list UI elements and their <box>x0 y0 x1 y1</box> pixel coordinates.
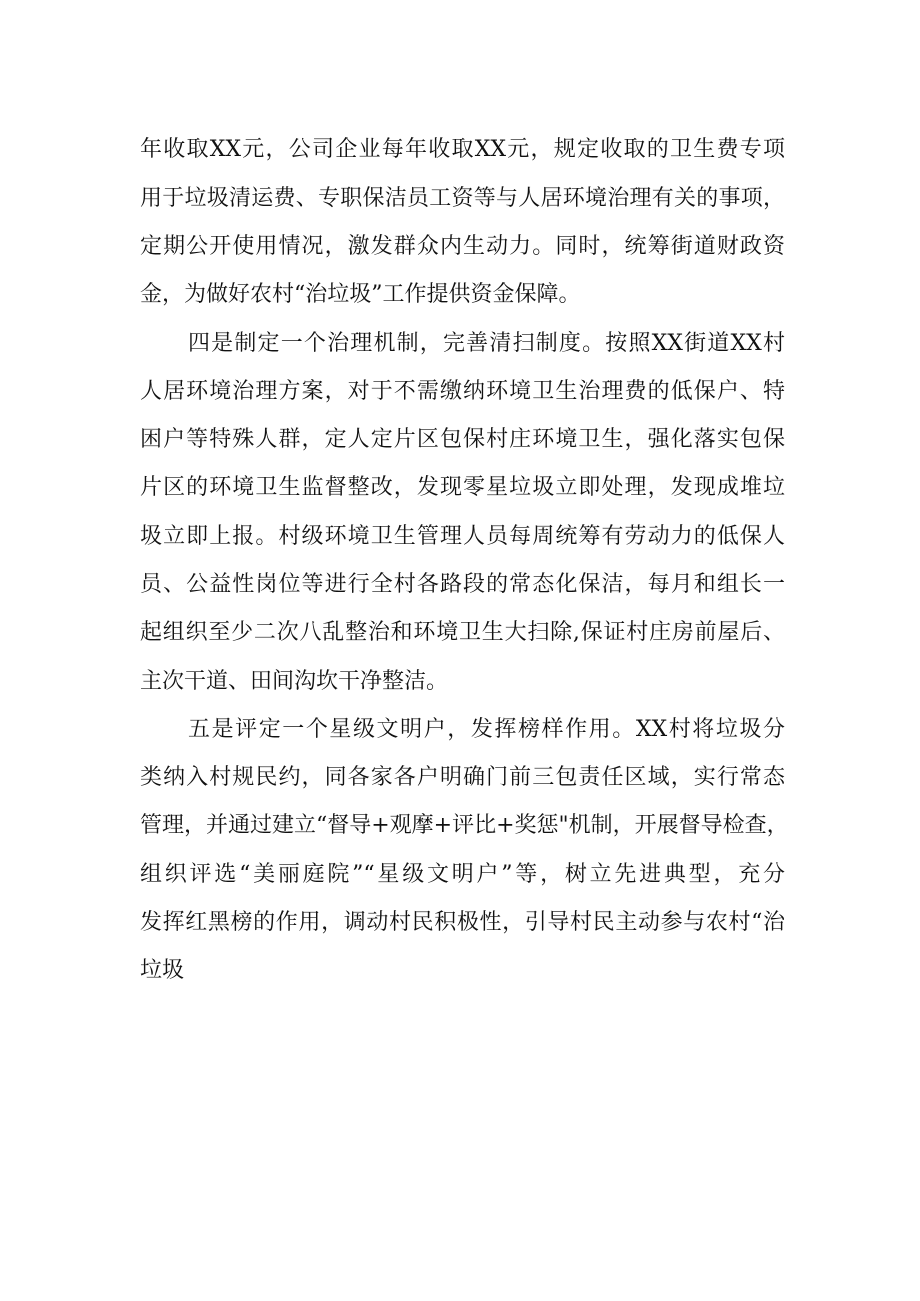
paragraph-3-line-5: 发挥红黑榜的作用，调动村民积极性，引导村民主动参与农村“治 <box>140 910 785 935</box>
paragraph-3-line-3: 管理，并通过建立“督导+观摩+评比+奖惩"机制，开展督导检查， <box>140 813 789 838</box>
paragraph-2-line-4: 片区的环境卫生监督整改，发现零星垃圾立即处理，发现成堆垃 <box>140 475 785 500</box>
paragraph-3-line-2: 类纳入村规民约，同各家各户明确门前三包责任区域，实行常态 <box>140 765 785 790</box>
paragraph-2-line-6: 员、公益性岗位等进行全村各路段的常态化保洁，每月和组长一 <box>140 572 785 597</box>
paragraph-3-line-1: 五是评定一个星级文明户，发挥榜样作用。XX村将垃圾分 <box>188 717 785 742</box>
paragraph-3-line-4: 组织评选“美丽庭院”“星级文明户”等，树立先进典型，充分 <box>140 862 785 887</box>
paragraph-2-line-1: 四是制定一个治理机制，完善清扫制度。按照XX街道XX村 <box>188 331 785 356</box>
paragraph-2-line-3: 困户等特殊人群，定人定片区包保村庄环境卫生，强化落实包保 <box>140 427 785 452</box>
paragraph-1-line-2: 用于垃圾清运费、专职保洁员工资等与人居环境治理有关的事项， <box>140 186 785 211</box>
paragraph-1-line-3: 定期公开使用情况，激发群众内生动力。同时，统筹街道财政资 <box>140 234 785 259</box>
paragraph-2-line-8: 主次干道、田间沟坎干净整洁。 <box>140 669 449 694</box>
paragraph-2-line-5: 圾立即上报。村级环境卫生管理人员每周统筹有劳动力的低保人 <box>140 524 785 549</box>
paragraph-2-line-7: 起组织至少二次八乱整治和环境卫生大扫除,保证村庄房前屋后、 <box>140 620 785 645</box>
paragraph-1-line-1: 年收取XX元，公司企业每年收取XX元，规定收取的卫生费专项 <box>140 137 785 162</box>
paragraph-1-line-4: 金，为做好农村“治垃圾”工作提供资金保障。 <box>140 282 581 307</box>
paragraph-2-line-2: 人居环境治理方案，对于不需缴纳环境卫生治理费的低保户、特 <box>140 379 785 404</box>
paragraph-3-line-6: 垃圾 <box>140 958 185 983</box>
